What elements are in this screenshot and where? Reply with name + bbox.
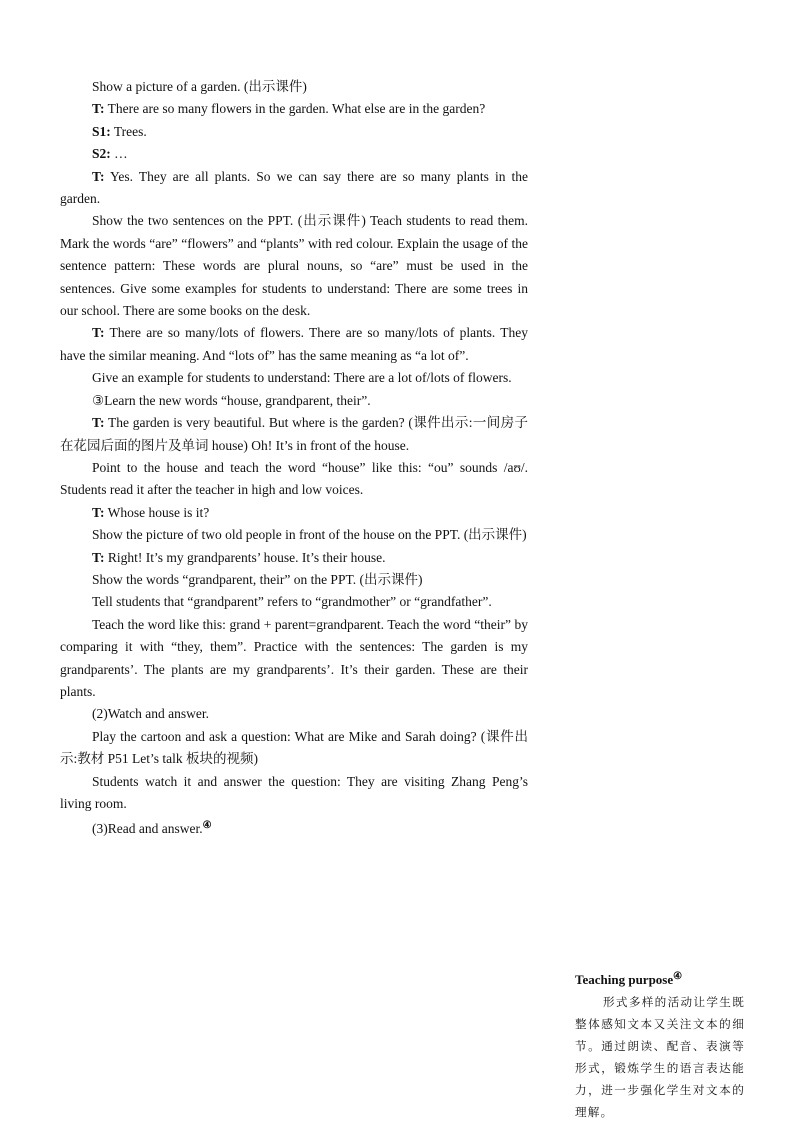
step-text: (3)Read and answer.: [92, 821, 203, 837]
paragraph: Show the picture of two old people in front of the house on the PPT. (出示课件): [92, 527, 527, 543]
sidebar-title-text: Teaching purpose: [575, 972, 674, 987]
dialogue-line: [60, 412, 528, 457]
dialogue-line: [60, 547, 528, 569]
dialogue-text: Yes. They are all plants. So we can say there are so many plants in the garden.: [60, 168, 528, 207]
paragraph: Give an example for students to understand: There are a lot of/lots of flowers.: [92, 370, 512, 386]
dialogue-text: Right! It’s my grandparents’ house. It’s their house.: [104, 549, 386, 565]
paragraph: Show a picture of a garden. (出示课件): [92, 79, 307, 94]
speaker-label: T:: [92, 168, 105, 184]
step-heading: (2)Watch and answer.: [92, 706, 209, 722]
main-text-column: [60, 76, 528, 841]
dialogue-line: [60, 121, 528, 143]
dialogue-text: Trees.: [110, 123, 147, 139]
speaker-label: T:: [92, 101, 105, 117]
footnote-marker: ④: [202, 820, 212, 832]
paragraph: Show the words “grandparent, their” on the PPT. (出示课件): [92, 571, 423, 587]
dialogue-text: The garden is very beautiful. But where is the garden? (课件出示:一间房子在花园后面的图片及单词 house) Oh! It’s in front of the house.: [60, 415, 528, 453]
step-heading: [60, 815, 528, 840]
speaker-label: S1:: [92, 123, 111, 139]
dialogue-text: Whose house is it?: [104, 504, 210, 520]
dialogue-text: There are so many flowers in the garden. What else are in the garden?: [104, 101, 486, 117]
sidebar-body: 形式多样的活动让学生既整体感知文本又关注文本的细节。通过朗读、配音、表演等形式，锻炼学生的语言表达能力，进一步强化学生对文本的理解。: [575, 995, 745, 1119]
teaching-purpose-sidebar: [575, 966, 745, 1123]
paragraph: Show the two sentences on the PPT. (出示课件) Teach students to read them. Mark the words “are” “flowers” and “plants” with red colour. Explain the usage of the sentence pattern: These words are plural nouns, so “are” must be used in the sentences. Give some examples for students to understand: There are some trees in our school. There are some books on the desk.: [60, 213, 528, 319]
footnote-marker: ④: [673, 971, 683, 982]
dialogue-text: …: [110, 146, 128, 162]
dialogue-text: There are so many/lots of flowers. There are so many/lots of plants. They have the similar meaning. And “lots of” has the same meaning as “a lot of”.: [60, 325, 528, 363]
dialogue-line: [60, 98, 528, 120]
speaker-label: T:: [92, 549, 105, 565]
step-heading: ③Learn the new words “house, grandparent, their”.: [92, 392, 371, 408]
dialogue-line: [60, 166, 528, 211]
paragraph: Point to the house and teach the word “house” like this: “ou” sounds /aʊ/. Students read it after the teacher in high and low voices.: [60, 459, 528, 498]
speaker-label: T:: [92, 504, 105, 520]
dialogue-line: [60, 143, 528, 165]
speaker-label: T:: [92, 415, 105, 431]
dialogue-line: [60, 322, 528, 367]
dialogue-line: [60, 502, 528, 524]
paragraph: Tell students that “grandparent” refers to “grandmother” or “grandfather”.: [92, 594, 492, 610]
sidebar-title: [575, 966, 745, 991]
paragraph: Play the cartoon and ask a question: What are Mike and Sarah doing? (课件出示:教材 P51 Let’s talk 板块的视频): [60, 728, 528, 767]
paragraph: Teach the word like this: grand + parent=grandparent. Teach the word “their” by comparing it with “they, them”. Practice with the sentences: The garden is my grandparents’. The plants are my grandparents’. It’s their garden. These are their plants.: [60, 616, 528, 699]
speaker-label: S2:: [92, 146, 111, 162]
speaker-label: T:: [92, 325, 105, 341]
paragraph: Students watch it and answer the question: They are visiting Zhang Peng’s living room.: [60, 773, 528, 811]
